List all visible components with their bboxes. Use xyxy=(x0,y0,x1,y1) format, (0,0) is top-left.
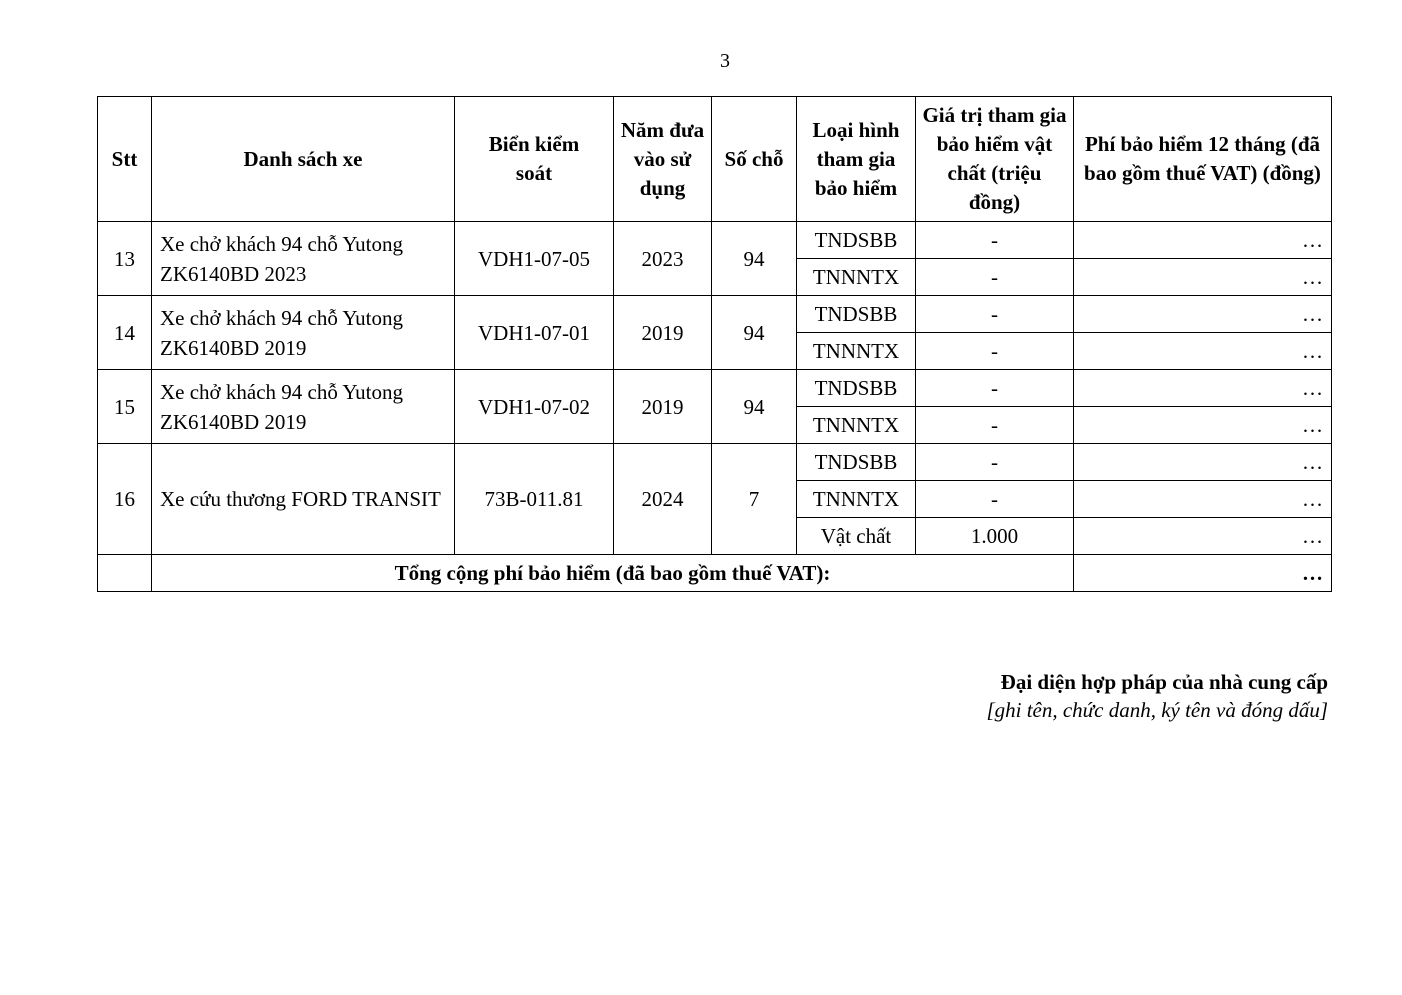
row-insurance-type: TNNNTX xyxy=(797,481,916,518)
row-fee: … xyxy=(1074,370,1332,407)
row-fee: … xyxy=(1074,407,1332,444)
signature-title: Đại diện hợp pháp của nhà cung cấp xyxy=(1000,670,1328,694)
row-plate: VDH1-07-05 xyxy=(455,222,614,296)
row-value: - xyxy=(916,370,1074,407)
signature-block xyxy=(986,668,1328,724)
row-vehicle-name: Xe chở khách 94 chỗ Yutong ZK6140BD 2023 xyxy=(152,222,455,296)
row-insurance-type: TNNNTX xyxy=(797,333,916,370)
row-vehicle-name: Xe cứu thương FORD TRANSIT xyxy=(152,444,455,555)
row-fee: … xyxy=(1074,518,1332,555)
row-stt: 13 xyxy=(98,222,152,296)
header-fee: Phí bảo hiểm 12 tháng (đã bao gồm thuế VAT) (đồng) xyxy=(1074,97,1332,222)
row-plate: 73B-011.81 xyxy=(455,444,614,555)
row-value: 1.000 xyxy=(916,518,1074,555)
row-seats: 7 xyxy=(712,444,797,555)
row-year: 2023 xyxy=(614,222,712,296)
table-body xyxy=(98,222,1332,592)
header-seats: Số chỗ xyxy=(712,97,797,222)
row-fee: … xyxy=(1074,481,1332,518)
row-year: 2024 xyxy=(614,444,712,555)
table-row xyxy=(98,370,1332,407)
header-year: Năm đưa vào sử dụng xyxy=(614,97,712,222)
row-stt: 14 xyxy=(98,296,152,370)
vehicle-insurance-table xyxy=(97,96,1332,592)
row-value: - xyxy=(916,444,1074,481)
row-insurance-type: TNDSBB xyxy=(797,370,916,407)
header-vehicle-list: Danh sách xe xyxy=(152,97,455,222)
total-empty-cell xyxy=(98,555,152,592)
row-insurance-type: Vật chất xyxy=(797,518,916,555)
row-plate: VDH1-07-02 xyxy=(455,370,614,444)
header-value: Giá trị tham gia bảo hiểm vật chất (triệu đồng) xyxy=(916,97,1074,222)
header-plate: Biển kiểm soát xyxy=(455,97,614,222)
table-header-row xyxy=(98,97,1332,222)
row-fee: … xyxy=(1074,222,1332,259)
row-year: 2019 xyxy=(614,370,712,444)
row-value: - xyxy=(916,222,1074,259)
total-value: … xyxy=(1074,555,1332,592)
table-row xyxy=(98,444,1332,481)
page-number: 3 xyxy=(720,50,730,72)
row-insurance-type: TNNNTX xyxy=(797,407,916,444)
row-insurance-type: TNDSBB xyxy=(797,222,916,259)
row-seats: 94 xyxy=(712,370,797,444)
row-fee: … xyxy=(1074,444,1332,481)
row-fee: … xyxy=(1074,296,1332,333)
signature-note: [ghi tên, chức danh, ký tên và đóng dấu] xyxy=(986,698,1328,722)
row-value: - xyxy=(916,296,1074,333)
row-stt: 16 xyxy=(98,444,152,555)
row-seats: 94 xyxy=(712,296,797,370)
row-insurance-type: TNDSBB xyxy=(797,296,916,333)
row-insurance-type: TNNNTX xyxy=(797,259,916,296)
row-year: 2019 xyxy=(614,296,712,370)
total-label: Tổng cộng phí bảo hiểm (đã bao gồm thuế VAT): xyxy=(152,555,1074,592)
header-stt: Stt xyxy=(98,97,152,222)
header-insurance-type: Loại hình tham gia bảo hiểm xyxy=(797,97,916,222)
row-value: - xyxy=(916,259,1074,296)
row-plate: VDH1-07-01 xyxy=(455,296,614,370)
row-stt: 15 xyxy=(98,370,152,444)
total-row xyxy=(98,555,1332,592)
row-value: - xyxy=(916,481,1074,518)
table-row xyxy=(98,296,1332,333)
row-value: - xyxy=(916,407,1074,444)
row-seats: 94 xyxy=(712,222,797,296)
row-fee: … xyxy=(1074,259,1332,296)
row-value: - xyxy=(916,333,1074,370)
table-row xyxy=(98,222,1332,259)
row-insurance-type: TNDSBB xyxy=(797,444,916,481)
row-vehicle-name: Xe chở khách 94 chỗ Yutong ZK6140BD 2019 xyxy=(152,370,455,444)
row-vehicle-name: Xe chở khách 94 chỗ Yutong ZK6140BD 2019 xyxy=(152,296,455,370)
row-fee: … xyxy=(1074,333,1332,370)
